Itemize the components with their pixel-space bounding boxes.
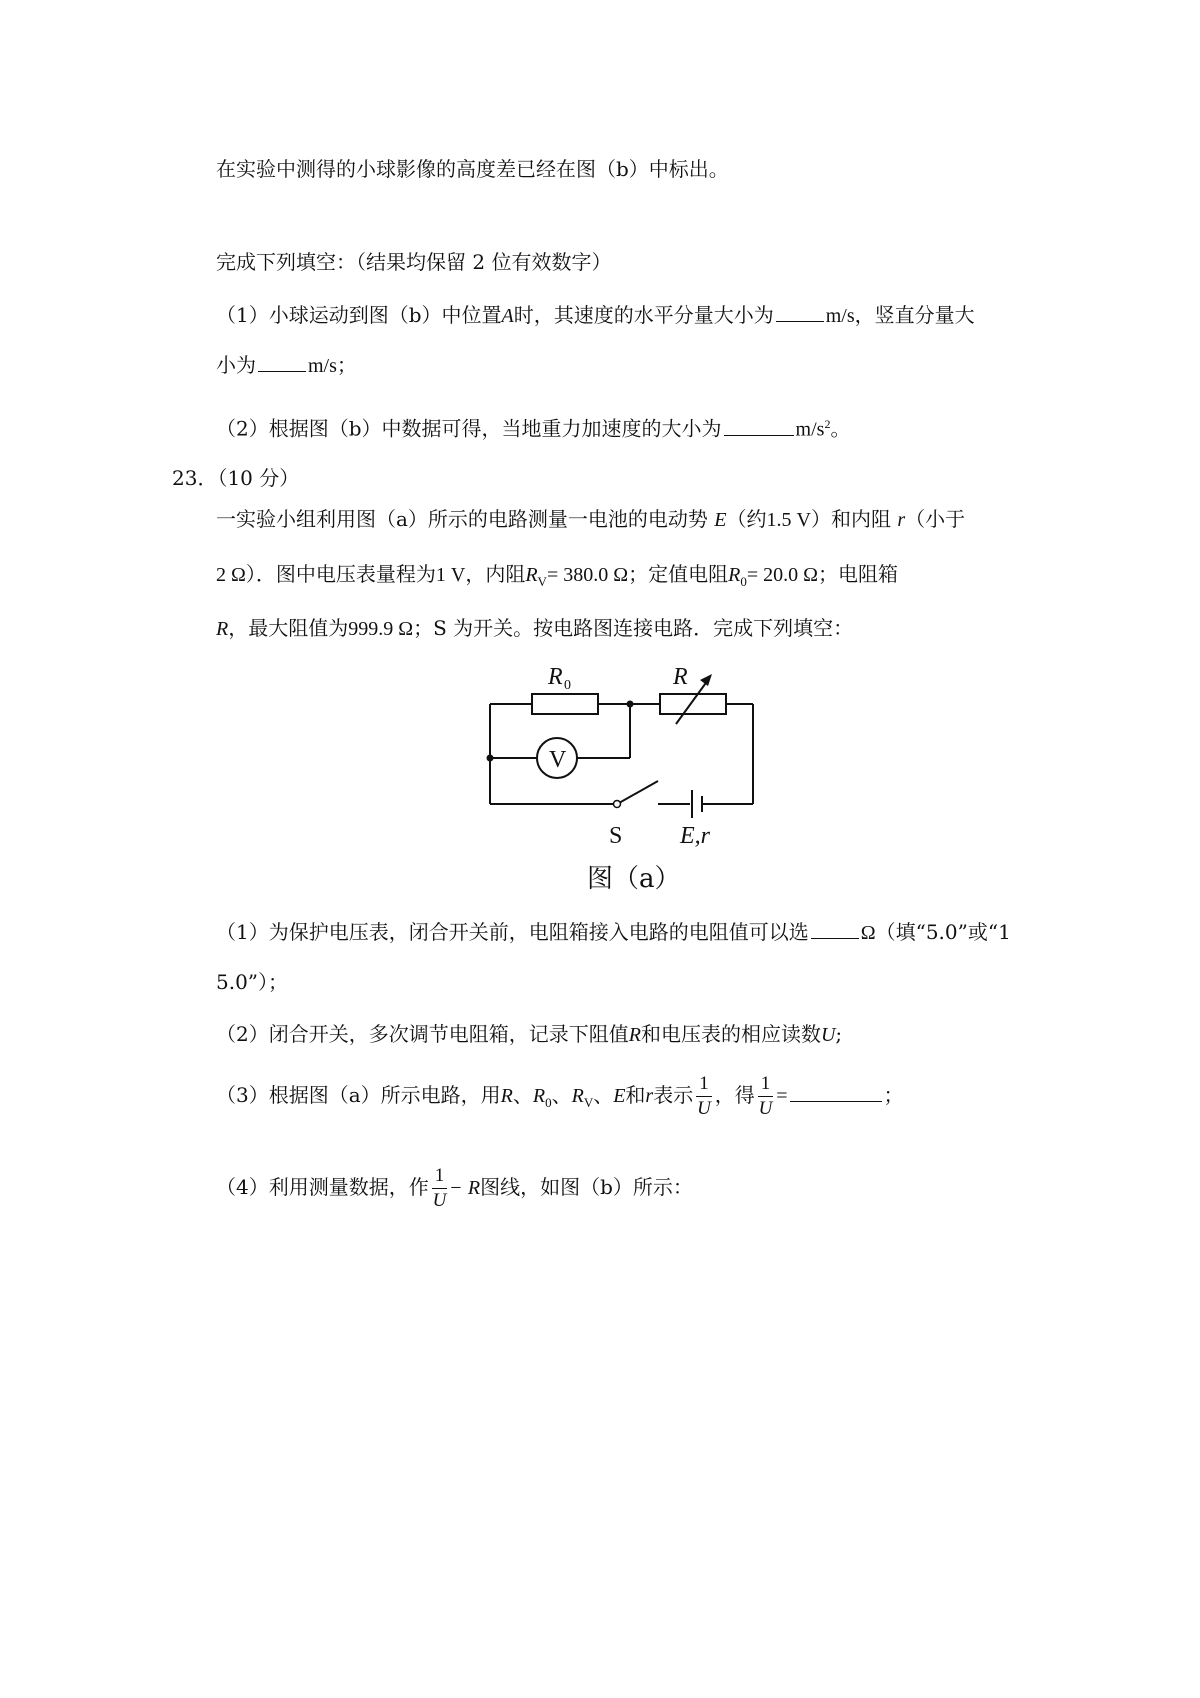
label-r0-sub: 0 [564,678,571,693]
q23-3-r: R [500,1085,513,1107]
q23-3-and: 和 [625,1083,646,1107]
q23-intro-l1d: （小于 [905,507,966,531]
q22-2-prefix: （2）根据图（b）中数据可得，当地重力加速度的大小为 [216,416,722,441]
rv-symbol: R [525,564,538,586]
q22-1-text-b: ，竖直分量大 [854,303,975,327]
resistor-box-r [660,694,726,714]
q22-1-line2: 小为 [216,353,256,377]
q23-4-minus: − [450,1177,462,1199]
q23-2-r: R [628,1024,641,1046]
rv-subscript: V [537,574,547,589]
frac-num: 1 [696,1072,712,1097]
answer-blank-4[interactable] [811,918,859,939]
intro-text: 在实验中测得的小球影像的高度差已经在图（b）中标出。 [216,157,729,181]
answer-blank-1[interactable] [776,301,824,322]
question-23-3 [216,1072,904,1121]
q23-3-sep1: 、 [512,1083,533,1107]
switch-blade [619,781,658,803]
rv-value: = 380.0 Ω [546,564,629,586]
answer-blank-5[interactable] [790,1081,882,1102]
q23-3-end: ； [883,1083,904,1107]
q23-3-e: E [613,1085,626,1107]
q23-1-text: （1）为保护电压表，闭合开关前，电阻箱接入电路的电阻值可以选 [216,920,809,944]
q22-1-unit-a: m/s [825,305,855,327]
q23-intro-l3b: ；S 为开关。按电路图连接电路．完成下列填空： [413,616,854,640]
q23-1-unit: Ω [860,922,876,944]
q22-2-end: 。 [830,416,851,441]
question-23-2 [216,1020,842,1049]
circuit-diagram [470,648,770,858]
q22-1-unit-b: m/s [308,355,337,377]
q22-1-var: A [501,305,514,327]
r-symbol: R [216,618,229,640]
fraction-1-over-u [696,1072,712,1121]
q23-intro-l2b: ）．图中电压表量程为 [245,562,436,586]
q23-3-sep3: 、 [593,1083,614,1107]
q23-3-sep2: 、 [551,1083,572,1107]
question-22-1-cont [216,351,357,380]
label-er: E,r [680,823,710,849]
question-23-4 [216,1164,693,1213]
figure-caption: 图（a） [587,864,681,894]
q23-3-r0-sub: 0 [545,1095,552,1110]
question-22-2 [216,410,850,444]
frac-num: 1 [758,1072,774,1097]
q23-3-eq: = [776,1085,788,1107]
q23-2-u: U [820,1024,836,1046]
frac-den: U [758,1098,773,1119]
q23-2-text-b: 和电压表的相应读数 [640,1022,821,1046]
q23-3-text-a: （3）根据图（a）所示电路，用 [216,1083,501,1107]
answer-blank-2[interactable] [258,351,306,372]
max-resistance: 999.9 Ω [348,618,414,640]
q22-1-prefix: （1）小球运动到图（b）中位置 [216,303,502,327]
label-r0: R [548,664,563,690]
q23-2-text-a: （2）闭合开关，多次调节电阻箱，记录下阻值 [216,1022,629,1046]
q23-intro-line3 [216,614,853,643]
q22-2-unit: m/s [795,418,825,441]
label-s: S [609,823,623,849]
q23-3-r0: R [532,1085,546,1107]
junction-left [487,755,494,762]
r0-symbol: R [728,564,741,586]
q23-intro-line2 [216,560,898,596]
q23-intro-l2d: ；定值电阻 [628,562,729,586]
q22-1-end: ； [336,353,357,377]
question-22-1 [216,301,975,330]
q22-2-unit-sup: 2 [824,417,831,431]
emf-value: 1.5 V [766,509,811,531]
q23-4-r: R [467,1177,481,1199]
q23-intro-l3a: ，最大阻值为 [228,616,349,640]
q23-intro-l1a: 一实验小组利用图（a）所示的电路测量一电池的电动势 [216,507,708,531]
q23-intro-l1c: ）和内阻 [810,507,891,531]
junction-top [627,701,634,708]
fraction-1-over-u-2 [758,1072,774,1121]
q23-3-r-small: r [645,1085,654,1107]
internal-resistance-symbol: r [897,509,906,531]
q23-3-text-b: 表示 [653,1083,694,1107]
q23-1-rest: （填“5.0”或“1 [875,920,1011,944]
q23-4-text-b: 图线，如图（b）所示： [480,1175,693,1199]
frac-num: 1 [432,1164,448,1189]
q23-3-text-c: ，得 [714,1083,755,1107]
q23-intro-l1b: （约 [726,507,767,531]
frac-den: U [432,1190,447,1211]
question-23-1 [216,918,1011,947]
voltmeter-range: 1 V [435,564,466,586]
r0-subscript: 0 [740,574,747,589]
q23-2-end: ; [835,1022,843,1046]
question-23-1-cont: 5.0”）； [216,970,289,994]
variable-arrow-head [700,674,712,686]
instruction-text: 完成下列填空：（结果均保留 2 位有效数字） [216,250,612,274]
label-v: V [549,747,567,773]
q23-3-rv: R [571,1085,584,1107]
label-r: R [673,664,688,690]
internal-resistance-limit: 2 Ω [216,564,246,586]
question-23-header: 23．（10 分） [172,466,300,490]
q23-4-text-a: （4）利用测量数据，作 [216,1175,429,1199]
frac-den: U [697,1098,711,1119]
switch-contact [614,801,621,808]
q23-intro-l2e: ；电阻箱 [817,562,898,586]
resistor-r0 [532,694,598,714]
q23-3-rv-sub: V [583,1095,594,1110]
q23-intro-line1 [216,505,965,534]
fraction-1-over-u-3 [432,1164,448,1213]
q22-1-text-a: 时，其速度的水平分量大小为 [513,303,774,327]
answer-blank-3[interactable] [724,415,794,436]
q23-intro-l2c: ，内阻 [465,562,526,586]
r0-value: = 20.0 Ω [746,564,818,586]
emf-symbol: E [714,509,727,531]
